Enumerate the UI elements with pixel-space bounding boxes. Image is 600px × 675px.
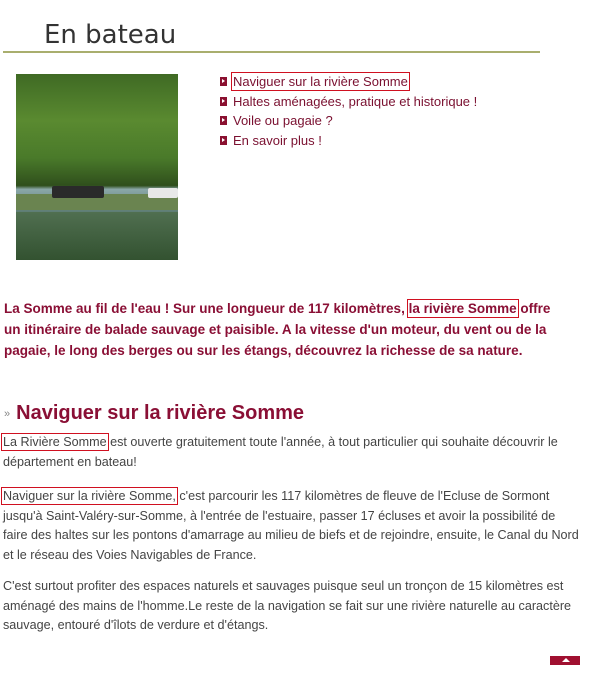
intro-highlight: la rivière Somme (408, 301, 517, 316)
page-title: En bateau (44, 20, 177, 50)
boat-river-photo (16, 74, 178, 260)
link-voile[interactable]: Voile ou pagaie ? (233, 113, 333, 129)
link-item (220, 111, 477, 131)
title-divider (3, 51, 540, 53)
link-item (220, 72, 477, 92)
intro-text: offre un itinéraire de balade sauvage et paisible. A la vitesse d'un moteur, du vent ou de la pagaie, le long des berges ou sur les étangs, découvrez la richesse de sa nature. (4, 301, 551, 358)
link-item (220, 92, 477, 112)
arrow-right-icon (220, 97, 227, 106)
link-haltes[interactable]: Haltes aménagées, pratique et historique ! (233, 93, 478, 109)
paragraph-3: C'est surtout profiter des espaces naturels et sauvages puisque seul un tronçon de 15 kilomètres est aménagé des mains de l'homme.Le reste de la navigation se fait sur une rivière naturelle au caractère sauvage, entouré d'îlots de verdure et d'étangs. (3, 579, 572, 632)
paragraph-2-text: c'est parcourir les 117 kilomètres de fleuve de l'Ecluse de Sormont jusqu'à Saint-Valéry-sur-Somme, à l'entrée de l'estuaire, passer 17 écluses et avoir la possibilité de faire des haltes sur les pontons d'amarrage au milieu de biefs et de rejoindre, ensuite, le Canal du Nord et le réseau des Voies Navigables de France. (3, 489, 579, 562)
arrow-right-icon (220, 116, 227, 125)
link-en-savoir-plus[interactable]: En savoir plus ! (233, 132, 322, 148)
intro-paragraph (4, 298, 564, 361)
arrow-right-icon (220, 136, 227, 145)
paragraph-1-text: est ouverte gratuitement toute l'année, à tout particulier qui souhaite découvrir le département en bateau! (3, 435, 558, 469)
section-heading-text: Naviguer sur la rivière Somme (16, 402, 305, 424)
section-links (220, 72, 477, 150)
arrow-right-icon (220, 77, 227, 86)
chevron-right-icon: » (4, 407, 11, 420)
back-to-top-button[interactable] (550, 656, 580, 665)
link-naviguer[interactable]: Naviguer sur la rivière Somme (233, 74, 408, 90)
paragraph-1-highlight: La Rivière Somme (3, 435, 107, 449)
intro-text: La Somme au fil de l'eau ! Sur une longueur de 117 kilomètres, (4, 301, 409, 316)
section-heading (4, 402, 304, 425)
link-item (220, 131, 477, 151)
paragraph-1 (3, 433, 583, 472)
paragraph-2 (3, 487, 583, 565)
paragraph-2-highlight: Naviguer sur la rivière Somme, (3, 489, 176, 503)
